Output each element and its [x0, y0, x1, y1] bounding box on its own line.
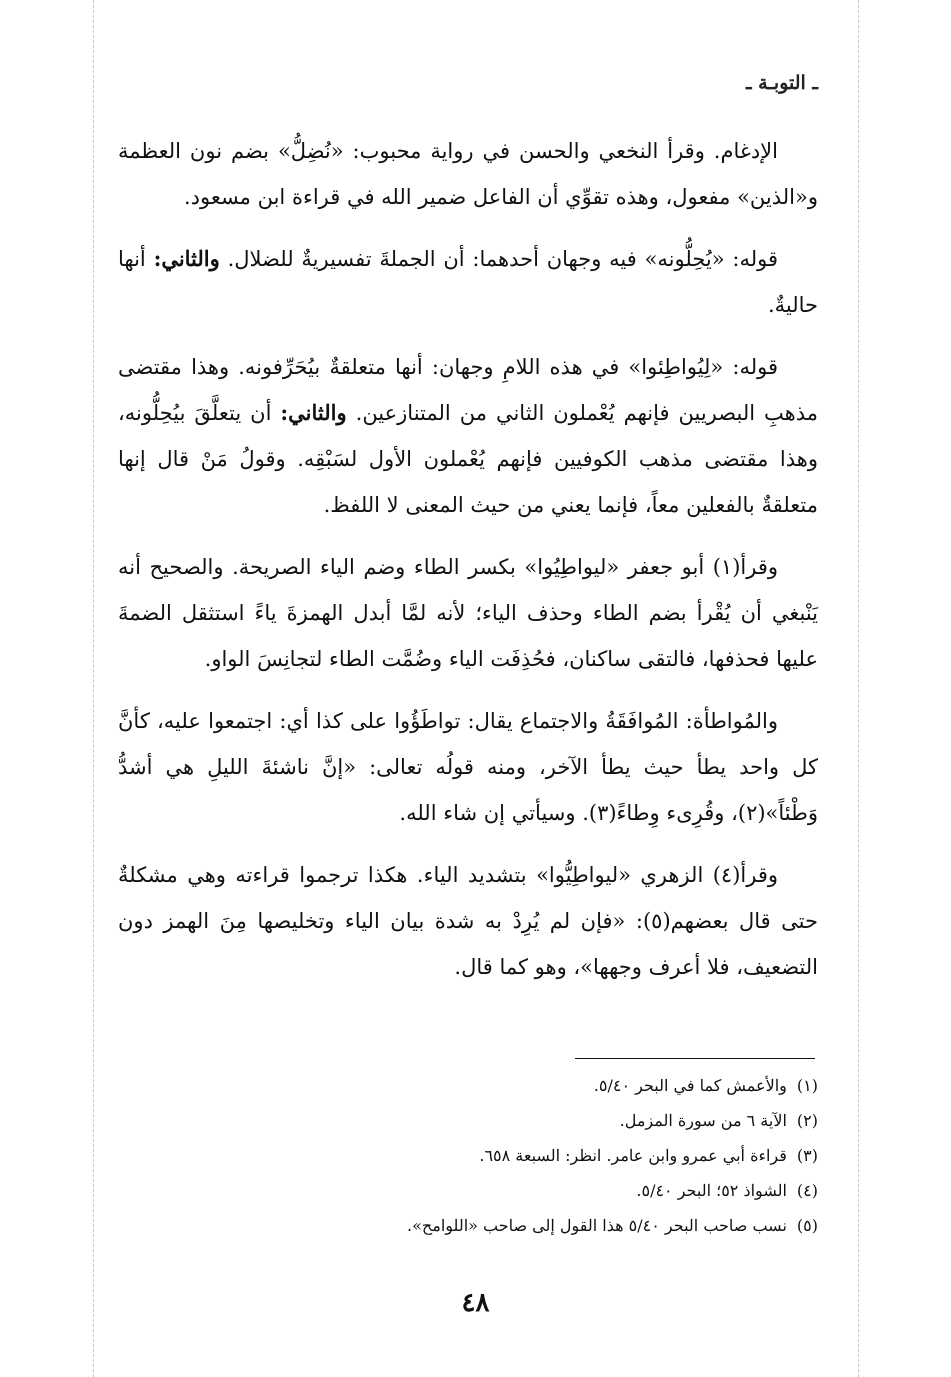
paragraph-4: وقرأ(١) أبو جعفر «ليواطِيُوا» بكسر الطاء وضم الياء الصريحة. والصحيح أنه يَنْبغي أن يُقْرأ بضم الطاء وحذف الياء؛ لأنه لمَّا أبدل الهمزةَ ياءً استثقل الضمةَ عليها فحذفها، فالتقى ساكنان، فحُذِفَت الياء وضُمَّت الطاء لتجانِسَ الواو.	[118, 555, 818, 671]
footnote-5: (٥)نسب صاحب البحر ٥/٤٠ هذا القول إلى صاحب «اللوامح».	[407, 1216, 818, 1235]
footnote-divider	[575, 1058, 815, 1059]
bold-label: والثاني:	[280, 400, 347, 425]
scan-edge-line	[93, 0, 94, 1377]
footnotes	[300, 1068, 818, 1243]
page-number: ٤٨	[461, 1288, 490, 1318]
bold-label: والثاني:	[153, 246, 220, 271]
scan-edge-line	[858, 0, 859, 1377]
paragraph-1: الإدغام. وقرأ النخعي والحسن في رواية محبوب: «نُضِلُّ» بضم نون العظمة و«الذين» مفعول، وهذه تقوِّي أن الفاعل ضمير الله في قراءة ابن مسعود.	[118, 139, 818, 209]
paragraph-3: قوله: «لِيُواطِئوا» في هذه اللامِ وجهان: أنها متعلقةٌ بيُحَرِّفونه. وهذا مقتضى مذهبِ البصريين فإنهم يُعْملون الثاني من المتنازعين. والثاني: أن يتعلَّقَ بيُحِلُّونه، وهذا مقتضى مذهب الكوفيين فإنهم يُعْملون الأول لسَبْقِه. وقولُ مَنْ قال إنها متعلقةٌ بالفعلين معاً، فإنما يعني من حيث المعنى لا اللفظ.	[118, 355, 819, 517]
footnote-1: (١)والأعمش كما في البحر ٥/٤٠.	[593, 1076, 818, 1095]
footnote-4: (٤)الشواذ ٥٢؛ البحر ٥/٤٠.	[636, 1181, 818, 1200]
paragraph-5: والمُواطأة: المُوافَقَةُ والاجتماع يقال: تواطَؤُوا على كذا أي: اجتمعوا عليه، كأنَّ كل واحد يطأ حيث يطأ الآخر، ومنه قولُه تعالى: «إنَّ ناشئةَ الليلِ هي أشدُّ وَطْئاً»(٢)، وقُرِىء وِطاءً(٣). وسيأتي إن شاء الله.	[118, 709, 818, 825]
paragraph-6: وقرأ(٤) الزهري «ليواطِيُّوا» بتشديد الياء. هكذا ترجموا قراءته وهي مشكلةٌ حتى قال بعضهم(٥): «فإن لم يُرِدْ به شدة بيان الياء وتخليصها مِنَ الهمز دون التضعيف، فلا أعرف وجهها»، وهو كما قال.	[118, 863, 818, 979]
footnote-2: (٢)الآية ٦ من سورة المزمل.	[619, 1111, 818, 1130]
running-header: ـ التوبـة ـ	[745, 72, 818, 94]
main-text	[118, 128, 818, 1006]
footnote-3: (٣)قراءة أبي عمرو وابن عامر. انظر: السبعة ٦٥٨.	[479, 1146, 818, 1165]
paragraph-2: قوله: «يُحِلُّونه» فيه وجهان أحدهما: أن الجملةَ تفسيريةٌ للضلال. والثاني: أنها حاليةٌ.	[118, 246, 818, 317]
